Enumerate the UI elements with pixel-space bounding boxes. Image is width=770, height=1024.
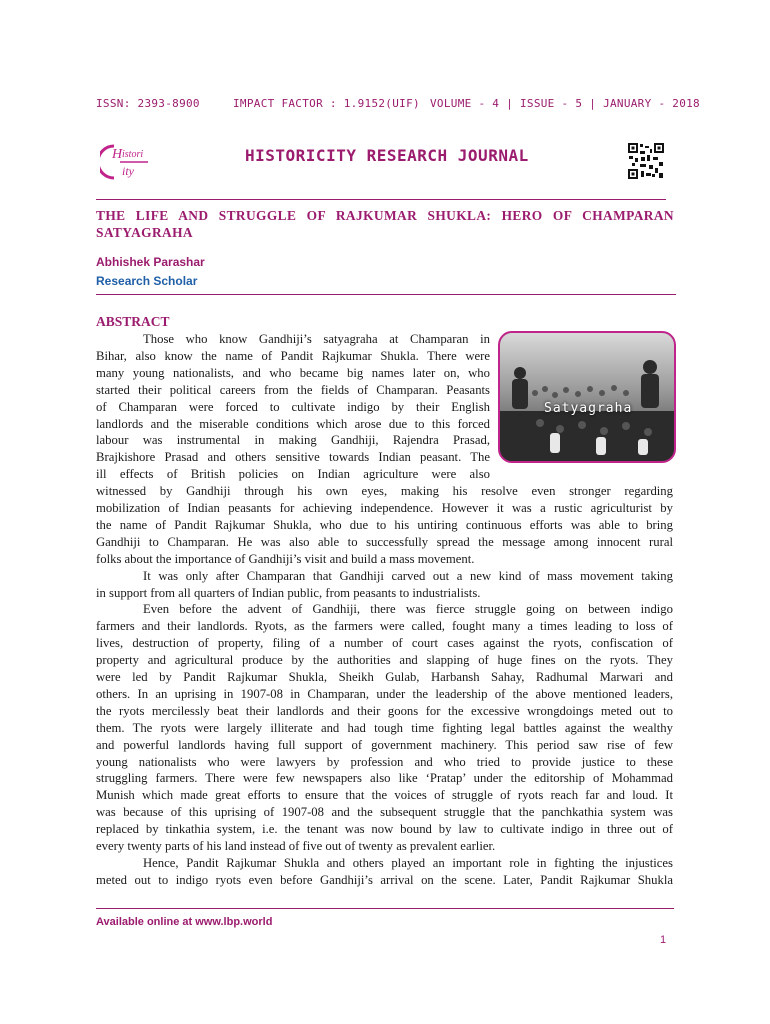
body-line: and powerful landlords having full support of government machinery. This period saw rise of few xyxy=(96,737,673,752)
body-line: struggling farmers. There were few newspapers also like ‘Pratap’ under the editorship of Mohammad xyxy=(96,771,673,786)
figure-caption: Satyagraha xyxy=(544,401,633,416)
body-line: the name of Pandit Rajkumar Shukla, who due to his untiring continuous efforts was able to bring xyxy=(96,517,673,532)
body-line: labour was instrumental in making Gandhiji, Rajendra Prasad, xyxy=(96,433,490,448)
journal-title: HISTORICITY RESEARCH JOURNAL xyxy=(245,146,529,165)
page-number: 1 xyxy=(660,934,667,946)
article-title-line-1: THE LIFE AND STRUGGLE OF RAJKUMAR SHUKLA: HERO OF CHAMPARAN xyxy=(96,208,674,223)
section-rule xyxy=(96,294,676,295)
body-line: Brajkishore Prasad and others sensitive towards Indian peasant. The xyxy=(96,450,490,465)
logo-text-bottom: ity xyxy=(122,164,134,178)
body-line: were led by Pandit Rajkumar Shukla, Sheikh Gulab, Harbansh Sahay, Radhumal Marwari and xyxy=(96,670,673,684)
volume-issue: VOLUME - 4 | ISSUE - 5 | JANUARY - 2018 xyxy=(430,97,700,110)
body-line: farmers and their landlords. Ryots, as the farmers were called, fought many a times leading to loss of xyxy=(96,619,673,634)
body-line: property and agricultural produce by the authorities and slapping of huge fines on the ryots. They xyxy=(96,653,673,668)
header-rule xyxy=(96,199,666,200)
body-line: Those who know Gandhiji’s satyagraha at Champaran in xyxy=(143,332,490,346)
article-title-line-2: SATYAGRAHA xyxy=(96,225,194,240)
availability-note: Available online at www.lbp.world xyxy=(96,916,273,928)
body-line: It was only after Champaran that Gandhiji carved out a new kind of mass movement taking xyxy=(143,568,673,583)
qr-code-icon xyxy=(628,143,664,179)
body-line: them. The ryots were largely illiterate and had tough time fighting legal battles against the wealthy xyxy=(96,720,673,735)
body-line: Bihar, also know the name of Pandit Rajkumar Shukla. There were xyxy=(96,348,490,363)
body-line: Gandhiji to Champaran. He was also able to successfully spread the message among innocent rural xyxy=(96,534,673,549)
body-line: the ryots mercilessly beat their landlords and their goons for the excessive wrongdoings meted out to xyxy=(96,703,673,718)
journal-logo xyxy=(100,142,152,182)
body-line: landlords and the miserable conditions which arose due to this forced xyxy=(96,416,490,431)
footer-rule xyxy=(96,908,674,909)
body-line: many young nationalists, and who became big names later on, who xyxy=(96,365,490,380)
author-name: Abhishek Parashar xyxy=(96,255,205,269)
body-line: Munish which made great efforts to ensure that the voices of struggle of ryots reach far and loud. It xyxy=(96,788,673,803)
body-line: ill effects of British policies on Indian agriculture were also xyxy=(96,467,490,482)
body-line: folks about the importance of Gandhiji’s visit and build a mass movement. xyxy=(96,551,475,566)
body-line: every twenty parts of his land instead of five out of twenty as prevalent earlier. xyxy=(96,839,496,853)
body-line: started their political careers from the fields of Champaran. Peasants xyxy=(96,382,490,397)
body-line: Even before the advent of Gandhiji, there was fierce struggle going on between indigo xyxy=(143,602,673,617)
body-line: witnessed by Gandhiji through his own eyes, making his resolve even stronger regarding xyxy=(96,484,673,499)
svg-text:H: H xyxy=(112,147,123,162)
abstract-heading: ABSTRACT xyxy=(96,314,170,329)
body-line: lives, destruction of property, filing of a number of court cases against the ryots, confiscation of xyxy=(96,636,673,651)
impact-factor: IMPACT FACTOR : 1.9152(UIF) xyxy=(233,97,420,110)
body-line: was because of this uprising of 1907-08 and the subsequent struggle that the panchkathia system was xyxy=(96,805,673,820)
body-line: others. In an uprising in 1907-08 in Champaran, under the leadership of the above mentioned leaders, xyxy=(96,686,673,701)
issn: ISSN: 2393-8900 xyxy=(96,97,200,110)
body-line: of Champaran were forced to cultivate indigo by their English xyxy=(96,399,490,414)
body-line: replaced by tinkathia system, i.e. the tenant was now bound by law to cultivate indigo in three out of xyxy=(96,822,673,837)
author-affiliation: Research Scholar xyxy=(96,274,198,288)
logo-text-top: istori xyxy=(122,149,144,160)
body-line: in support from all quarters of Indian public, from peasants to industrialists. xyxy=(96,585,481,600)
body-line: mobilization of Indian peasants for achieving independence. However it was a rustic agriculturist by xyxy=(96,501,673,515)
body-line: young nationalists who were lawyers by profession and who tried to provide justice to these xyxy=(96,754,673,769)
body-line: meted out to indigo ryots even before Gandhiji’s arrival on the scene. Later, Pandit Rajkumar Shukla xyxy=(96,872,673,887)
body-line: Hence, Pandit Rajkumar Shukla and others played an important role in fighting the injustices xyxy=(143,855,673,870)
satyagraha-photo xyxy=(498,331,676,463)
